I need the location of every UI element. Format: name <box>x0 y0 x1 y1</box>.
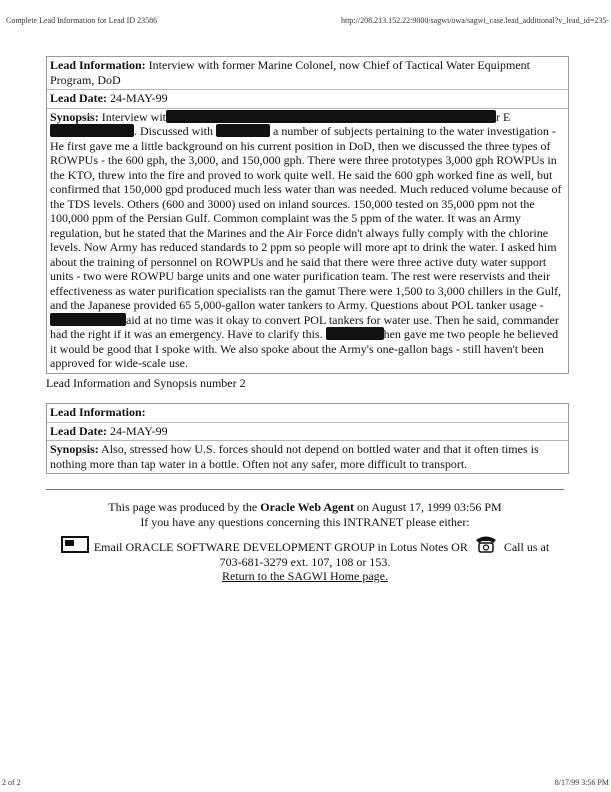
home-page-link[interactable]: Return to the SAGWI Home page. <box>222 569 388 583</box>
lead-information-text: Interview with former Marine Colonel, now Chief of Tactical Water Equipment Program, DoD <box>50 58 530 87</box>
page-url: http://208.213.152.22:9000/sagwi/owa/sagwi_case.lead_additional?v_lead_id=235- <box>340 16 609 25</box>
lead-record-1 <box>46 56 569 374</box>
contact-line <box>46 533 564 555</box>
redaction-block <box>50 313 126 326</box>
lead-date-row <box>47 423 568 442</box>
print-timestamp: 8/17/99 3:56 PM <box>554 778 609 787</box>
phone-icon[interactable] <box>474 533 498 553</box>
synopsis-text-part: Interview wit <box>101 109 167 124</box>
lead-date-value: 24-MAY-99 <box>110 423 168 438</box>
produced-by-line <box>46 500 564 515</box>
synopsis-text-part: aid at no time was it okay to convert POL tankers for water use. Then he said, commander had the right if it was an emergency. Have to clarify this. <box>50 312 559 341</box>
redaction-block <box>166 110 496 123</box>
page-title: Complete Lead Information for Lead ID 23586 <box>6 16 158 25</box>
section-heading: Lead Information and Synopsis number 2 <box>46 376 246 390</box>
call-text: Call us at <box>503 540 550 554</box>
mail-icon[interactable] <box>61 536 89 553</box>
page-footer-block <box>46 500 564 584</box>
lead-date-label: Lead Date: <box>50 91 107 105</box>
synopsis-row <box>47 441 568 473</box>
synopsis-text: Also, stressed how U.S. forces should not depend on bottled water and that it often times is nothing more than tap water in a bottle. Often not any safer, more difficult to transport. <box>50 442 539 471</box>
agent-name: Oracle Web Agent <box>260 500 355 514</box>
footer-divider <box>46 489 564 490</box>
lead-information-row <box>47 57 568 90</box>
lead-date-value: 24-MAY-99 <box>110 91 168 105</box>
page-number: 2 of 2 <box>2 778 21 787</box>
synopsis-text-part: hen gave me two people he believed it would be good that I spoke with. We also spoke about the Army's one-gallon bags - still haven't been approved for wide-scale use. <box>50 327 559 370</box>
redaction-block <box>50 124 134 137</box>
synopsis-row <box>47 109 568 373</box>
synopsis-label: Synopsis: <box>50 442 99 456</box>
produced-prefix: This page was produced by the <box>108 500 258 514</box>
email-link[interactable]: Email ORACLE SOFTWARE DEVELOPMENT GROUP in Lotus Notes OR <box>93 540 468 554</box>
synopsis-text-part: r <box>496 109 501 124</box>
produced-suffix: on August 17, 1999 03:56 PM <box>357 500 502 514</box>
lead-record-2 <box>46 403 569 474</box>
browser-print-header <box>6 16 609 28</box>
lead-information-label: Lead Information: <box>50 405 146 419</box>
phone-number: 703-681-3279 ext. 107, 108 or 153. <box>219 554 391 569</box>
lead-information-label: Lead Information: <box>50 58 146 72</box>
lead-information-row <box>47 404 568 423</box>
synopsis-text-part: . Discussed with <box>134 124 213 138</box>
synopsis-text-part: E <box>503 109 511 124</box>
lead-date-row <box>47 90 568 109</box>
redaction-block <box>326 327 384 340</box>
synopsis-text-part: a number of subjects pertaining to the water investigation - He first gave me a little background on his current position in DoD, then we discussed the three types of ROWPUs - the 600 gph, the 3,000, and 150,000 gph. There were three prototypes 3,000 gph ROWPUs in the KTO, threw into the fire and proved to work quite well. He said the 600 gph worked fine as well, but confirmed that 150,000 gpd produced much less water than was needed. Much reduced volume because of the TDS levels. Others (600 and 3000) used on inland sources. 150,000 tested on 35,000 ppm not the 100,000 ppm of the Persian Gulf. Common complaint was the 5 ppm of the water. It was an Army regulation, but he stated that the Marines and the Air Force didn't always fully comply with the chlorine levels. Now Army has reduced standards to 2 ppm so people will more apt to drink the water. I asked him about the training of personnel on ROWPUs and he said that there were three active duty water support units - two were ROWPU barge units and one water purification team. The rest were reservists and their effectiveness as water purification specialists ran the gamut There were 1,500 to 3,000 chillers in the Gulf, and the Japanese provided 65 5,000-gallon water tankers to Army. Questions about POL tanker usage - <box>50 124 562 312</box>
synopsis-label: Synopsis: <box>50 109 99 124</box>
redaction-block <box>216 124 270 137</box>
questions-line: If you have any questions concerning this INTRANET please either: <box>140 514 470 529</box>
browser-print-footer <box>2 778 609 790</box>
lead-date-label: Lead Date: <box>50 423 107 438</box>
